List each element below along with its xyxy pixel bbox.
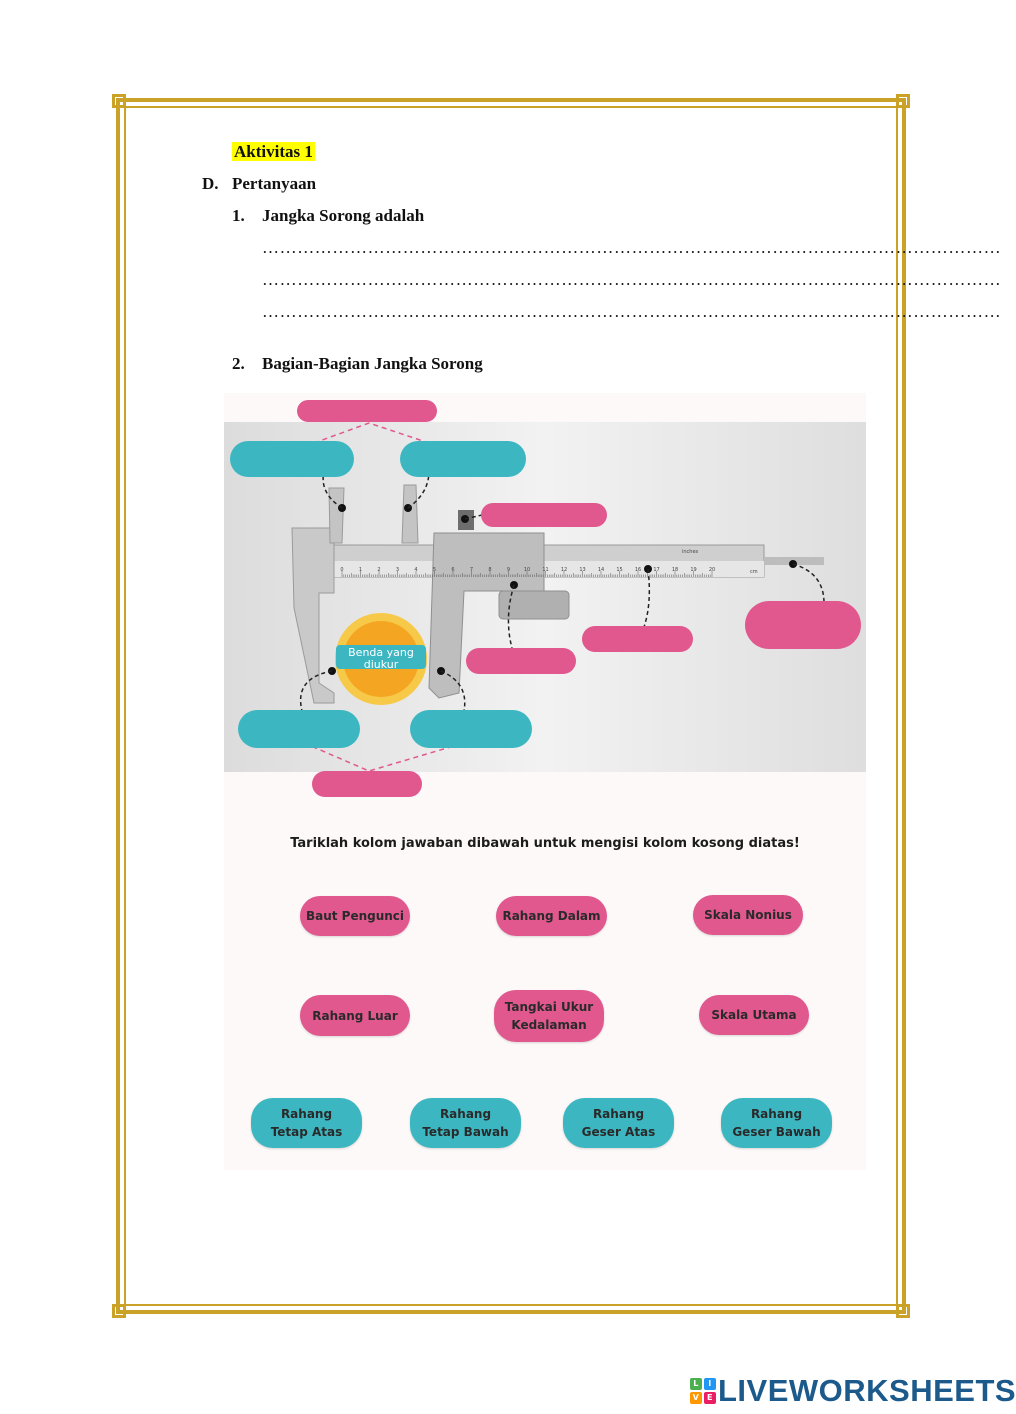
blank-label-locking-screw[interactable] bbox=[481, 503, 607, 527]
drag-instruction: Tariklah kolom jawaban dibawah untuk mengisi kolom kosong diatas! bbox=[290, 836, 800, 851]
logo-mark-cell: I bbox=[704, 1378, 716, 1390]
scale-unit-top: inches bbox=[682, 549, 699, 555]
question-1-number: 1. bbox=[232, 206, 245, 225]
logo-mark-icon bbox=[690, 1378, 716, 1404]
scale-number: 3 bbox=[395, 567, 400, 573]
scale-number: 16 bbox=[634, 567, 642, 573]
activity-title bbox=[232, 142, 315, 162]
answer-option-rahang-dalam[interactable]: Rahang Dalam bbox=[496, 896, 607, 936]
question-2-text: Bagian-Bagian Jangka Sorong bbox=[262, 354, 483, 373]
answer-option-skala-nonius[interactable]: Skala Nonius bbox=[693, 895, 803, 935]
answer-option-tangkai-ukur-kedalaman[interactable]: Tangkai Ukur Kedalaman bbox=[494, 990, 604, 1042]
question-2-number: 2. bbox=[232, 354, 245, 373]
frame-corner bbox=[112, 1304, 126, 1318]
answer-option-baut-pengunci[interactable]: Baut Pengunci bbox=[300, 896, 410, 936]
answer-line-1[interactable]: ……………………………………………………………………………………………………………… bbox=[262, 238, 1002, 257]
logo-mark-cell: E bbox=[704, 1392, 716, 1404]
main-scale-numbers bbox=[340, 567, 715, 573]
scale-number: 15 bbox=[616, 567, 623, 573]
answer-option-rahang-luar[interactable]: Rahang Luar bbox=[300, 995, 410, 1036]
object-label-line2: diukur bbox=[363, 658, 399, 671]
scale-number: 5 bbox=[432, 567, 437, 573]
blank-label-jaw-outer[interactable] bbox=[312, 771, 422, 797]
answer-option-skala-utama[interactable]: Skala Utama bbox=[699, 995, 809, 1035]
scale-number: 18 bbox=[671, 567, 679, 573]
blank-label-vernier-scale[interactable] bbox=[466, 648, 576, 674]
section-title: Pertanyaan bbox=[232, 174, 317, 193]
question-1-text: Jangka Sorong adalah bbox=[262, 206, 425, 225]
blank-label-depth-rod[interactable] bbox=[745, 601, 861, 649]
answer-line-3[interactable]: ……………………………………………………………………………………………………………… bbox=[262, 302, 1002, 321]
blank-label-jaw-inner[interactable] bbox=[297, 400, 437, 422]
scale-number: 2 bbox=[377, 567, 381, 573]
scale-number: 9 bbox=[506, 567, 511, 573]
scale-number: 7 bbox=[469, 567, 474, 573]
activity-highlight: Aktivitas 1 bbox=[234, 142, 313, 161]
answer-option-rahang-geser-atas[interactable]: Rahang Geser Atas bbox=[563, 1098, 674, 1148]
frame-corner bbox=[112, 94, 126, 108]
answer-option-rahang-geser-bawah[interactable]: Rahang Geser Bawah bbox=[721, 1098, 832, 1148]
frame-corner bbox=[896, 1304, 910, 1318]
blank-label-fixed-jaw-bottom[interactable] bbox=[238, 710, 360, 748]
logo-mark-cell: L bbox=[690, 1378, 702, 1390]
scale-number: 0 bbox=[340, 567, 344, 573]
scale-number: 6 bbox=[451, 567, 455, 573]
answer-option-rahang-tetap-bawah[interactable]: Rahang Tetap Bawah bbox=[410, 1098, 521, 1148]
blank-label-main-scale[interactable] bbox=[582, 626, 693, 652]
blank-label-sliding-jaw-top[interactable] bbox=[400, 441, 526, 477]
scale-number: 4 bbox=[414, 567, 418, 573]
scale-number: 13 bbox=[579, 567, 586, 573]
blank-label-sliding-jaw-bottom[interactable] bbox=[410, 710, 532, 748]
frame-corner bbox=[896, 94, 910, 108]
scale-number: 20 bbox=[708, 567, 716, 573]
scale-number: 19 bbox=[690, 567, 697, 573]
scale-number: 10 bbox=[523, 567, 531, 573]
scale-unit: cm bbox=[750, 569, 758, 575]
scale-number: 14 bbox=[597, 567, 605, 573]
logo-mark-cell: V bbox=[690, 1392, 702, 1404]
section-letter: D. bbox=[202, 174, 219, 193]
answer-line-2[interactable]: ……………………………………………………………………………………………………………… bbox=[262, 270, 1002, 289]
blank-label-fixed-jaw-top[interactable] bbox=[230, 441, 354, 477]
object-label-line1: Benda yang bbox=[348, 646, 414, 659]
liveworksheets-logo[interactable] bbox=[690, 1374, 1016, 1408]
logo-text: LIVEWORKSHEETS bbox=[718, 1373, 1016, 1408]
scale-number: 1 bbox=[358, 567, 363, 573]
answer-option-rahang-tetap-atas[interactable]: Rahang Tetap Atas bbox=[251, 1098, 362, 1148]
scale-number: 11 bbox=[542, 567, 549, 573]
scale-number: 17 bbox=[653, 567, 660, 573]
scale-number: 8 bbox=[488, 567, 492, 573]
scale-number: 12 bbox=[560, 567, 568, 573]
